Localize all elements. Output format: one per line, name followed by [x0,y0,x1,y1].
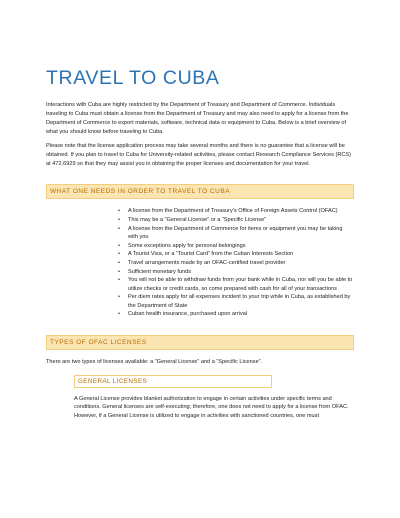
list-item [118,250,354,259]
note-paragraph: Please note that the license application process may take several months and there is no guarantee that a license will be obtained. If you plan to travel to Cuba for University-related activities, please contact Research Compliance Services (RCS) at 472.6929 so that they may assist you in obtaining the proper licenses and documentation for your travel. [46,143,351,167]
list-item [118,207,354,216]
list-item [118,276,354,293]
section-heading-needs: WHAT ONE NEEDS IN ORDER TO TRAVEL TO CUBA [46,184,354,199]
list-item-text: You will not be able to withdraw funds from your bank while in Cuba, nor will you be able to utilize checks or credit cards, so come prepared with cash for all of your transactions [128,277,353,292]
intro-paragraph: Interactions with Cuba are highly restricted by the Department of Treasury and Department of Commerce. Individuals traveling to Cuba must obtain a license from the Department of Treasury and may also need to apply for a license from the Department of Commerce to export materials, software, technical data or equipment to Cuba. Below is a brief overview of what you should know before traveling to Cuba. [46,102,349,135]
bullet-icon: • [118,225,120,232]
list-item [118,225,354,242]
bullet-icon: • [118,294,120,301]
list-item-text: A license from the Department of Treasury’s Office of Foreign Assets Control (OFAC) [128,208,338,215]
bullet-icon: • [118,277,120,284]
bullet-icon: • [118,242,120,249]
list-item-text: Some exceptions apply for personal belongings [128,242,246,249]
list-item-text: A license from the Department of Commerce for items or equipment you may be taking with you [128,225,343,241]
list-item-text: Travel arrangements made by an OFAC-certified travel provider [128,259,286,266]
subsection-heading-general-licenses: GENERAL LICENSES [74,375,272,388]
bullet-icon: • [118,259,120,266]
list-item [118,268,354,277]
list-item [118,293,354,310]
bullet-icon: • [118,268,120,275]
bullet-icon: • [118,216,120,223]
section-heading-license-types: TYPES OF OFAC LICENSES [46,335,354,350]
bullet-icon: • [118,311,120,318]
list-item [118,216,354,225]
list-item [118,310,354,319]
list-item-text: This may be a “General License” or a “Specific License” [128,216,267,223]
list-item [118,242,354,251]
list-item-text: Cuban health insurance, purchased upon arrival [128,311,248,318]
list-item-text: Sufficient monetary funds [128,268,192,275]
general-licenses-paragraph: A General License provides blanket authorization to engage in certain activities under specific terms and conditions. General licenses are self-executing; therefore, one does not need to apply for a license from OFAC. However, if a General License is utilized to engage in activities with sanctioned countries, one must [74,395,349,420]
bullet-icon: • [118,208,120,215]
list-item-text: Per diem rates apply for all expenses incident to your trip while in Cuba, as established by the Department of State [128,294,351,309]
document-title: TRAVEL TO CUBA [46,67,220,89]
needs-bullet-list [46,207,354,319]
list-item [118,259,354,268]
bullet-icon: • [118,251,120,258]
list-item-text: A Tourist Visa, or a “Tourist Card” from the Cuban Interests Section [128,251,294,258]
license-types-paragraph: There are two types of licenses available: a “General License” and a “Specific License”. [46,359,263,366]
